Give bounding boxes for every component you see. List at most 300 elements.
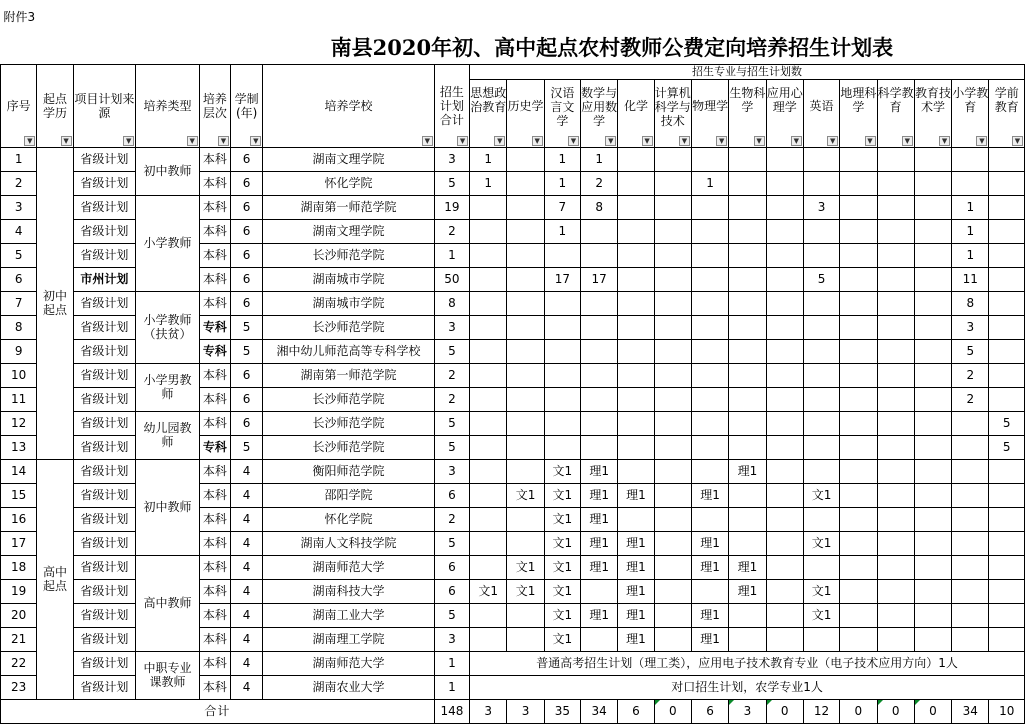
cell-major-count [507, 339, 544, 363]
cell-total: 5 [434, 339, 469, 363]
cell-major-count: 理1 [618, 579, 654, 603]
cell-major-count: 5 [952, 339, 989, 363]
cell-major-count [618, 459, 654, 483]
cell-source: 省级计划 [73, 363, 136, 387]
header-major-label: 物理学 [692, 99, 729, 113]
cell-major-count [840, 627, 877, 651]
cell-major-count [877, 411, 914, 435]
header-source: 项目计划来 源 ▼ [73, 64, 136, 147]
cell-major-count [581, 579, 618, 603]
cell-school: 长沙师范学院 [263, 243, 435, 267]
cell-major-count [877, 195, 914, 219]
cell-flag-icon [655, 700, 660, 705]
header-major [803, 79, 839, 147]
cell-level: 本科 [199, 507, 230, 531]
cell-major-count [544, 315, 580, 339]
cell-seq: 14 [1, 459, 37, 483]
cell-train-type: 小学教师（扶贫） [136, 291, 200, 363]
cell-major-count [766, 507, 803, 531]
cell-major-count [840, 507, 877, 531]
cell-source: 省级计划 [73, 219, 136, 243]
cell-major-count [914, 603, 951, 627]
cell-years: 4 [230, 459, 262, 483]
cell-level: 本科 [199, 579, 230, 603]
cell-major-count [729, 219, 766, 243]
cell-major-count: 17 [544, 267, 580, 291]
cell-total: 50 [434, 267, 469, 291]
cell-level: 本科 [199, 147, 230, 171]
cell-school: 衡阳师范学院 [263, 459, 435, 483]
cell-major-count: 1 [470, 147, 507, 171]
cell-level: 本科 [199, 459, 230, 483]
filter-dropdown-icon[interactable]: ▼ [754, 136, 765, 146]
cell-major-count [952, 459, 989, 483]
cell-school: 湖南文理学院 [263, 219, 435, 243]
cell-school: 湖南师范大学 [263, 651, 435, 675]
header-major [877, 79, 914, 147]
cell-major-count [989, 579, 1025, 603]
cell-major-count [803, 147, 839, 171]
cell-major-count [840, 291, 877, 315]
filter-dropdown-icon[interactable]: ▼ [679, 136, 690, 146]
filter-dropdown-icon[interactable]: ▼ [24, 136, 35, 146]
filter-dropdown-icon[interactable]: ▼ [902, 136, 913, 146]
cell-major-count [766, 291, 803, 315]
cell-major-count: 8 [952, 291, 989, 315]
cell-major-count [470, 555, 507, 579]
cell-total: 19 [434, 195, 469, 219]
cell-major-count [618, 435, 654, 459]
table-row [1, 291, 1025, 315]
filter-dropdown-icon[interactable]: ▼ [61, 136, 72, 146]
cell-major-count [618, 507, 654, 531]
cell-major-count [544, 363, 580, 387]
cell-source: 省级计划 [73, 147, 136, 171]
cell-level: 本科 [199, 411, 230, 435]
cell-major-count [803, 411, 839, 435]
filter-dropdown-icon[interactable]: ▼ [218, 136, 229, 146]
totals-major-count: 0 [877, 699, 914, 723]
filter-dropdown-icon[interactable]: ▼ [827, 136, 838, 146]
cell-major-count [952, 579, 989, 603]
header-major-label: 计算机科学与技术 [654, 86, 691, 128]
cell-major-count: 理1 [691, 555, 728, 579]
cell-total: 3 [434, 627, 469, 651]
cell-major-count [618, 291, 654, 315]
cell-major-count: 5 [803, 267, 839, 291]
cell-major-count [507, 411, 544, 435]
cell-major-count [654, 435, 691, 459]
cell-major-count: 理1 [581, 459, 618, 483]
cell-major-count [581, 243, 618, 267]
cell-major-count: 1 [952, 219, 989, 243]
cell-years: 4 [230, 483, 262, 507]
header-major-label: 英语 [809, 99, 834, 113]
cell-major-count [989, 147, 1025, 171]
totals-major-count: 3 [470, 699, 507, 723]
cell-major-count [989, 243, 1025, 267]
cell-major-count [507, 171, 544, 195]
cell-seq: 12 [1, 411, 37, 435]
cell-major-count [470, 411, 507, 435]
cell-major-count [766, 339, 803, 363]
cell-major-count [766, 195, 803, 219]
cell-school: 长沙师范学院 [263, 411, 435, 435]
cell-major-count [507, 459, 544, 483]
cell-major-count: 1 [581, 147, 618, 171]
cell-major-count [618, 387, 654, 411]
cell-major-count [989, 195, 1025, 219]
cell-major-count [729, 339, 766, 363]
cell-major-count [952, 531, 989, 555]
totals-row [1, 699, 1025, 723]
totals-label: 合计 [1, 699, 435, 723]
cell-school: 长沙师范学院 [263, 387, 435, 411]
cell-source: 省级计划 [73, 555, 136, 579]
cell-major-count [952, 507, 989, 531]
cell-major-count [877, 579, 914, 603]
cell-major-count: 理1 [618, 555, 654, 579]
cell-major-count [803, 315, 839, 339]
cell-major-count: 理1 [618, 603, 654, 627]
filter-dropdown-icon[interactable]: ▼ [716, 136, 727, 146]
cell-major-count [766, 435, 803, 459]
cell-major-count [729, 171, 766, 195]
cell-total: 2 [434, 507, 469, 531]
cell-major-count [989, 507, 1025, 531]
header-major-label: 地理科学 [840, 86, 877, 114]
cell-major-count [544, 411, 580, 435]
totals-major-count: 0 [914, 699, 951, 723]
cell-major-count: 理1 [729, 459, 766, 483]
annex-label: 附件3 [3, 9, 36, 24]
cell-major-count [729, 483, 766, 507]
cell-major-count [877, 531, 914, 555]
cell-major-count: 2 [952, 363, 989, 387]
cell-major-count [691, 507, 728, 531]
cell-major-count [952, 555, 989, 579]
cell-major-count [729, 435, 766, 459]
cell-source: 省级计划 [73, 435, 136, 459]
cell-major-count [914, 387, 951, 411]
cell-major-count [507, 291, 544, 315]
cell-major-count [729, 195, 766, 219]
cell-origin: 高中起点 [37, 459, 73, 699]
cell-major-count [952, 627, 989, 651]
header-major-label: 化学 [623, 99, 648, 113]
cell-train-type: 初中教师 [136, 459, 200, 555]
cell-major-count: 5 [989, 435, 1025, 459]
cell-major-count [691, 435, 728, 459]
cell-seq: 17 [1, 531, 37, 555]
filter-dropdown-icon[interactable]: ▼ [457, 136, 468, 146]
cell-major-count [803, 507, 839, 531]
cell-note: 对口招生计划，农学专业1人 [470, 675, 1025, 699]
cell-school: 湖南人文科技学院 [263, 531, 435, 555]
cell-major-count [877, 339, 914, 363]
cell-major-count [654, 339, 691, 363]
cell-major-count: 理1 [581, 483, 618, 507]
cell-major-count [618, 147, 654, 171]
cell-major-count [914, 435, 951, 459]
cell-major-count [766, 363, 803, 387]
totals-major-count: 10 [989, 699, 1025, 723]
cell-major-count [914, 219, 951, 243]
cell-years: 6 [230, 219, 262, 243]
cell-major-count [840, 267, 877, 291]
cell-major-count [766, 411, 803, 435]
cell-major-count [803, 219, 839, 243]
header-train-type: 培养类型 ▼ [136, 64, 200, 147]
cell-major-count [654, 507, 691, 531]
filter-dropdown-icon[interactable]: ▼ [187, 136, 198, 146]
filter-dropdown-icon[interactable]: ▼ [422, 136, 433, 146]
cell-major-count [840, 555, 877, 579]
cell-seq: 20 [1, 603, 37, 627]
cell-major-count [877, 483, 914, 507]
header-level: 培养层次 ▼ [199, 64, 230, 147]
cell-level: 本科 [199, 675, 230, 699]
cell-major-count [654, 411, 691, 435]
cell-major-count [840, 531, 877, 555]
header-major [691, 79, 728, 147]
cell-major-count [507, 603, 544, 627]
cell-major-count [766, 147, 803, 171]
cell-school: 湖南理工学院 [263, 627, 435, 651]
cell-source: 省级计划 [73, 579, 136, 603]
cell-major-count [914, 243, 951, 267]
cell-years: 6 [230, 243, 262, 267]
cell-major-count [581, 627, 618, 651]
header-major [766, 79, 803, 147]
header-major-label: 思想政治教育 [470, 86, 507, 114]
cell-major-count: 文1 [544, 507, 580, 531]
header-majors-group: 招生专业与招生计划数 [470, 64, 1025, 79]
cell-major-count [803, 291, 839, 315]
totals-major-count: 3 [729, 699, 766, 723]
cell-seq: 8 [1, 315, 37, 339]
filter-dropdown-icon[interactable]: ▼ [605, 136, 616, 146]
cell-total: 5 [434, 435, 469, 459]
cell-major-count [840, 339, 877, 363]
cell-seq: 4 [1, 219, 37, 243]
header-major-label: 历史学 [507, 99, 544, 113]
cell-train-type: 初中教师 [136, 147, 200, 195]
cell-major-count: 理1 [691, 483, 728, 507]
cell-total: 2 [434, 219, 469, 243]
cell-major-count: 1 [952, 195, 989, 219]
cell-note: 普通高考招生计划（理工类），应用电子技术教育专业（电子技术应用方向）1人 [470, 651, 1025, 675]
filter-dropdown-icon[interactable]: ▼ [865, 136, 876, 146]
cell-major-count [989, 291, 1025, 315]
cell-total: 1 [434, 243, 469, 267]
cell-source: 市州计划 [73, 267, 136, 291]
cell-major-count [989, 459, 1025, 483]
filter-dropdown-icon[interactable]: ▼ [494, 136, 505, 146]
cell-major-count [581, 315, 618, 339]
totals-major-count: 3 [507, 699, 544, 723]
header-major [914, 79, 951, 147]
cell-major-count [654, 195, 691, 219]
cell-years: 4 [230, 507, 262, 531]
cell-years: 6 [230, 171, 262, 195]
cell-major-count [803, 387, 839, 411]
cell-school: 湖南第一师范学院 [263, 363, 435, 387]
filter-dropdown-icon[interactable]: ▼ [791, 136, 802, 146]
cell-major-count [691, 459, 728, 483]
cell-major-count: 理1 [691, 627, 728, 651]
cell-major-count: 1 [691, 171, 728, 195]
filter-dropdown-icon[interactable]: ▼ [976, 136, 987, 146]
cell-major-count [654, 627, 691, 651]
cell-major-count [544, 243, 580, 267]
page-title: 南县2020年初、高中起点农村教师公费定向培养招生计划表 [330, 35, 894, 61]
cell-major-count [581, 339, 618, 363]
header-major [581, 79, 618, 147]
cell-major-count [952, 603, 989, 627]
table-row [1, 147, 1025, 171]
filter-dropdown-icon[interactable]: ▼ [939, 136, 950, 146]
cell-major-count [914, 531, 951, 555]
cell-level: 本科 [199, 243, 230, 267]
cell-source: 省级计划 [73, 339, 136, 363]
cell-major-count [914, 579, 951, 603]
cell-level: 专科 [199, 315, 230, 339]
cell-major-count [470, 363, 507, 387]
cell-major-count [803, 339, 839, 363]
cell-school: 长沙师范学院 [263, 315, 435, 339]
cell-major-count [840, 387, 877, 411]
cell-major-count [507, 387, 544, 411]
filter-dropdown-icon[interactable]: ▼ [250, 136, 261, 146]
cell-major-count [803, 459, 839, 483]
cell-major-count: 文1 [544, 531, 580, 555]
header-major [507, 79, 544, 147]
cell-level: 本科 [199, 267, 230, 291]
cell-major-count [989, 387, 1025, 411]
cell-source: 省级计划 [73, 387, 136, 411]
cell-major-count [914, 483, 951, 507]
cell-major-count [989, 531, 1025, 555]
cell-major-count [691, 243, 728, 267]
cell-major-count: 1 [544, 219, 580, 243]
table-row [1, 459, 1025, 483]
cell-major-count [654, 603, 691, 627]
cell-major-count [877, 603, 914, 627]
header-major [989, 79, 1025, 147]
cell-major-count [840, 603, 877, 627]
filter-dropdown-icon[interactable]: ▼ [1012, 136, 1023, 146]
cell-source: 省级计划 [73, 675, 136, 699]
cell-seq: 1 [1, 147, 37, 171]
cell-major-count [914, 147, 951, 171]
filter-dropdown-icon[interactable]: ▼ [532, 136, 543, 146]
cell-major-count [581, 387, 618, 411]
cell-source: 省级计划 [73, 507, 136, 531]
cell-train-type: 幼儿园教师 [136, 411, 200, 459]
cell-total: 3 [434, 315, 469, 339]
header-years: 学制(年) ▼ [230, 64, 262, 147]
cell-level: 本科 [199, 195, 230, 219]
cell-major-count [618, 219, 654, 243]
cell-major-count: 理1 [691, 531, 728, 555]
cell-flag-icon [729, 700, 734, 705]
cell-major-count [914, 171, 951, 195]
cell-major-count [803, 555, 839, 579]
totals-major-count: 6 [691, 699, 728, 723]
cell-major-count: 文1 [544, 627, 580, 651]
cell-years: 4 [230, 579, 262, 603]
cell-major-count [654, 483, 691, 507]
cell-major-count [507, 435, 544, 459]
cell-major-count [766, 627, 803, 651]
filter-dropdown-icon[interactable]: ▼ [642, 136, 653, 146]
cell-years: 6 [230, 387, 262, 411]
cell-years: 5 [230, 435, 262, 459]
cell-major-count [952, 435, 989, 459]
cell-major-count [840, 171, 877, 195]
cell-source: 省级计划 [73, 243, 136, 267]
cell-source: 省级计划 [73, 651, 136, 675]
cell-major-count [618, 315, 654, 339]
cell-school: 湖南城市学院 [263, 267, 435, 291]
cell-major-count [691, 339, 728, 363]
cell-major-count [877, 507, 914, 531]
cell-major-count: 文1 [803, 603, 839, 627]
cell-major-count [507, 363, 544, 387]
header-major-label: 汉语言文学 [550, 86, 575, 128]
cell-major-count [654, 579, 691, 603]
cell-major-count [544, 435, 580, 459]
cell-major-count: 理1 [581, 531, 618, 555]
cell-major-count [766, 315, 803, 339]
cell-years: 5 [230, 315, 262, 339]
cell-level: 本科 [199, 555, 230, 579]
cell-major-count [470, 627, 507, 651]
header-origin: 起点学历 ▼ [37, 64, 73, 147]
cell-major-count [470, 219, 507, 243]
cell-major-count [691, 195, 728, 219]
cell-major-count [470, 603, 507, 627]
filter-dropdown-icon[interactable]: ▼ [123, 136, 134, 146]
cell-years: 6 [230, 147, 262, 171]
cell-school: 湖南城市学院 [263, 291, 435, 315]
cell-major-count: 文1 [803, 531, 839, 555]
cell-major-count: 8 [581, 195, 618, 219]
cell-major-count: 文1 [544, 603, 580, 627]
filter-dropdown-icon[interactable]: ▼ [568, 136, 579, 146]
cell-school: 湖南工业大学 [263, 603, 435, 627]
cell-major-count [877, 627, 914, 651]
cell-years: 4 [230, 675, 262, 699]
cell-major-count: 文1 [544, 459, 580, 483]
header-major-label: 应用心理学 [766, 86, 803, 114]
cell-major-count: 理1 [729, 579, 766, 603]
cell-major-count [507, 219, 544, 243]
cell-school: 湘中幼儿师范高等专科学校 [263, 339, 435, 363]
cell-school: 湖南第一师范学院 [263, 195, 435, 219]
cell-source: 省级计划 [73, 315, 136, 339]
cell-major-count [952, 483, 989, 507]
header-major-label: 教育技术学 [914, 86, 951, 114]
cell-major-count [729, 627, 766, 651]
cell-major-count [914, 555, 951, 579]
cell-major-count [507, 195, 544, 219]
table-row [1, 411, 1025, 435]
cell-major-count [691, 219, 728, 243]
cell-major-count: 理1 [618, 627, 654, 651]
cell-major-count [989, 339, 1025, 363]
